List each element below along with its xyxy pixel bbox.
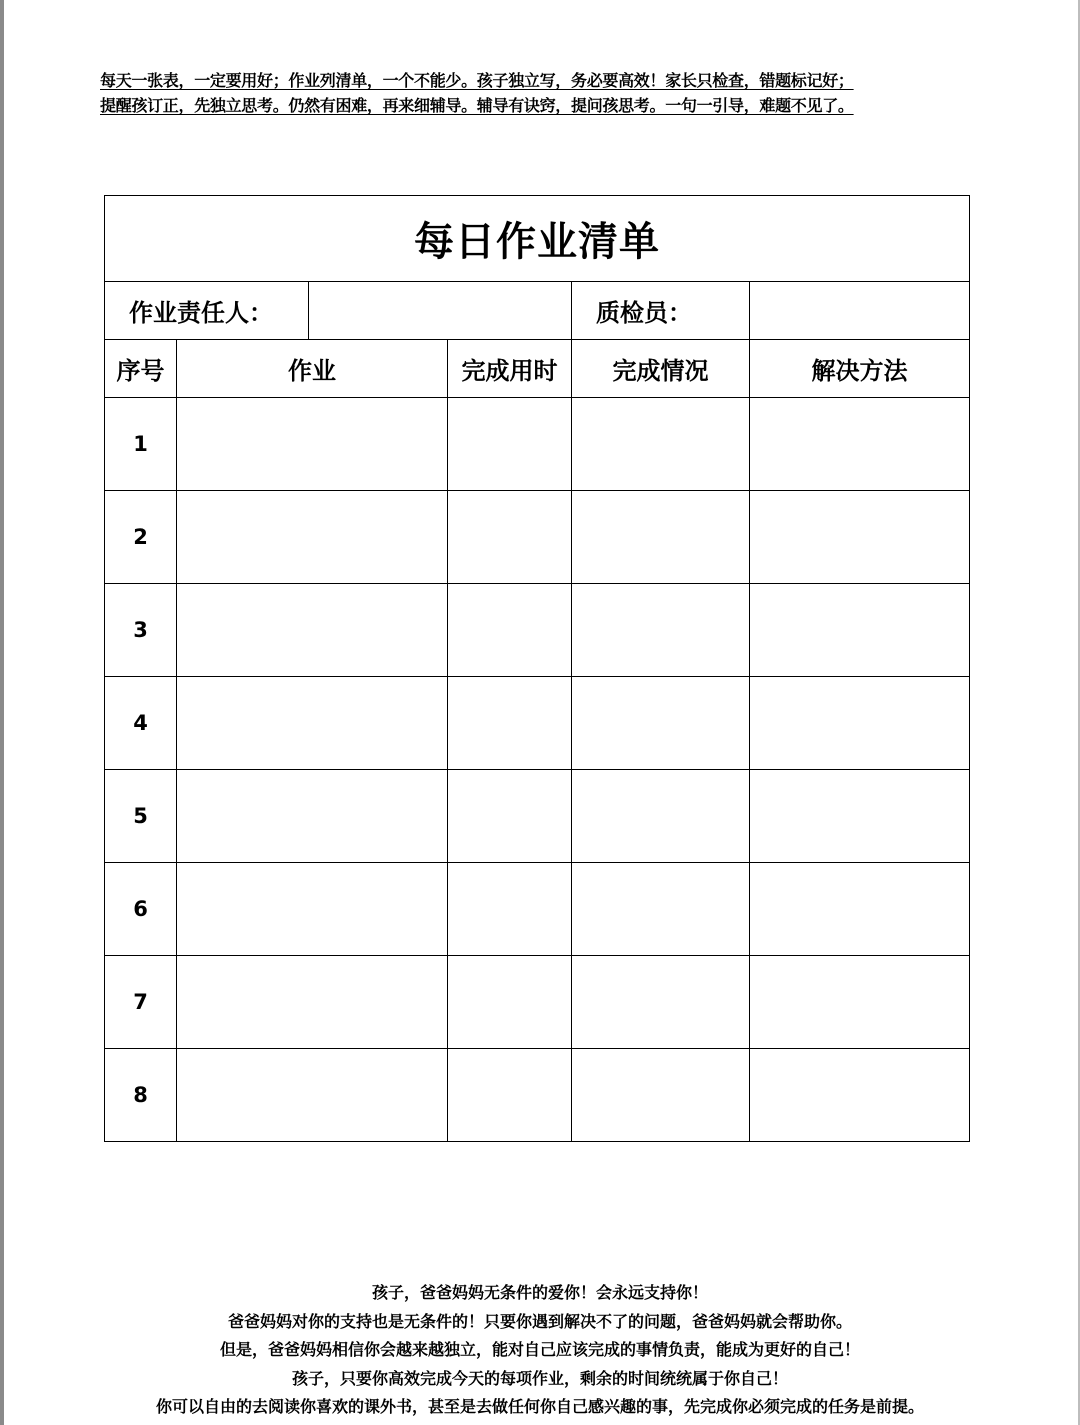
intro-line: 提醒孩订正，先独立思考。仍然有困难，再来细辅导。辅导有诀窍，提问孩思考。一句一引导，难题不见了。 [100, 96, 854, 115]
task-cell[interactable] [177, 956, 448, 1049]
message-line: 但是，爸爸妈妈相信你会越来越独立，能对自己应该完成的事情负责，能成为更好的自己！ [219, 1340, 860, 1359]
status-cell[interactable] [572, 863, 750, 956]
solution-cell[interactable] [750, 677, 970, 770]
col-header-task: 作业 [177, 340, 448, 398]
time-cell[interactable] [448, 770, 572, 863]
table-row [105, 584, 970, 677]
intro-verse [100, 68, 980, 118]
homework-checklist-table [104, 195, 970, 1142]
responsible-label: 作业责任人： [105, 282, 309, 340]
inspector-label: 质检员： [572, 282, 750, 340]
time-cell[interactable] [448, 398, 572, 491]
time-cell[interactable] [448, 677, 572, 770]
time-cell[interactable] [448, 584, 572, 677]
inspector-field[interactable] [750, 282, 970, 340]
status-cell[interactable] [572, 770, 750, 863]
task-cell[interactable] [177, 677, 448, 770]
table-row [105, 398, 970, 491]
responsible-field[interactable] [309, 282, 572, 340]
row-number: 1 [105, 398, 177, 491]
solution-cell[interactable] [750, 770, 970, 863]
task-cell[interactable] [177, 770, 448, 863]
status-cell[interactable] [572, 584, 750, 677]
row-number: 3 [105, 584, 177, 677]
col-header-solution: 解决方法 [750, 340, 970, 398]
col-header-number: 序号 [105, 340, 177, 398]
message-line: 爸爸妈妈对你的支持也是无条件的！只要你遇到解决不了的问题，爸爸妈妈就会帮助你。 [227, 1311, 852, 1331]
message-line: 你可以自由的去阅读你喜欢的课外书，甚至是去做任何你自己感兴趣的事，先完成你必须完成的任务是前提。 [155, 1397, 924, 1416]
solution-cell[interactable] [750, 584, 970, 677]
solution-cell[interactable] [750, 1049, 970, 1142]
status-cell[interactable] [572, 956, 750, 1049]
row-number: 6 [105, 863, 177, 956]
time-cell[interactable] [448, 1049, 572, 1142]
time-cell[interactable] [448, 491, 572, 584]
task-cell[interactable] [177, 398, 448, 491]
table-row [105, 863, 970, 956]
table-row [105, 491, 970, 584]
task-cell[interactable] [177, 584, 448, 677]
intro-line: 每天一张表，一定要用好；作业列清单，一个不能少。孩子独立写，务必要高效！家长只检查，错题标记好； [100, 71, 854, 90]
time-cell[interactable] [448, 956, 572, 1049]
message-line: 孩子，只要你高效完成今天的每项作业，剩余的时间统统属于你自己！ [291, 1368, 788, 1388]
col-header-status: 完成情况 [572, 340, 750, 398]
status-cell[interactable] [572, 677, 750, 770]
table-row [105, 956, 970, 1049]
row-number: 2 [105, 491, 177, 584]
message-line: 孩子，爸爸妈妈无条件的爱你！会永远支持你！ [371, 1283, 708, 1302]
table-row [105, 677, 970, 770]
solution-cell[interactable] [750, 863, 970, 956]
solution-cell[interactable] [750, 398, 970, 491]
row-number: 8 [105, 1049, 177, 1142]
status-cell[interactable] [572, 1049, 750, 1142]
row-number: 4 [105, 677, 177, 770]
solution-cell[interactable] [750, 956, 970, 1049]
sheet-title: 每日作业清单 [105, 196, 970, 282]
task-cell[interactable] [177, 491, 448, 584]
time-cell[interactable] [448, 863, 572, 956]
page-left-edge [0, 0, 4, 1425]
table-row [105, 770, 970, 863]
task-cell[interactable] [177, 863, 448, 956]
row-number: 5 [105, 770, 177, 863]
parent-message [80, 1279, 1000, 1422]
col-header-time: 完成用时 [448, 340, 572, 398]
status-cell[interactable] [572, 491, 750, 584]
table-row [105, 1049, 970, 1142]
solution-cell[interactable] [750, 491, 970, 584]
row-number: 7 [105, 956, 177, 1049]
task-cell[interactable] [177, 1049, 448, 1142]
status-cell[interactable] [572, 398, 750, 491]
